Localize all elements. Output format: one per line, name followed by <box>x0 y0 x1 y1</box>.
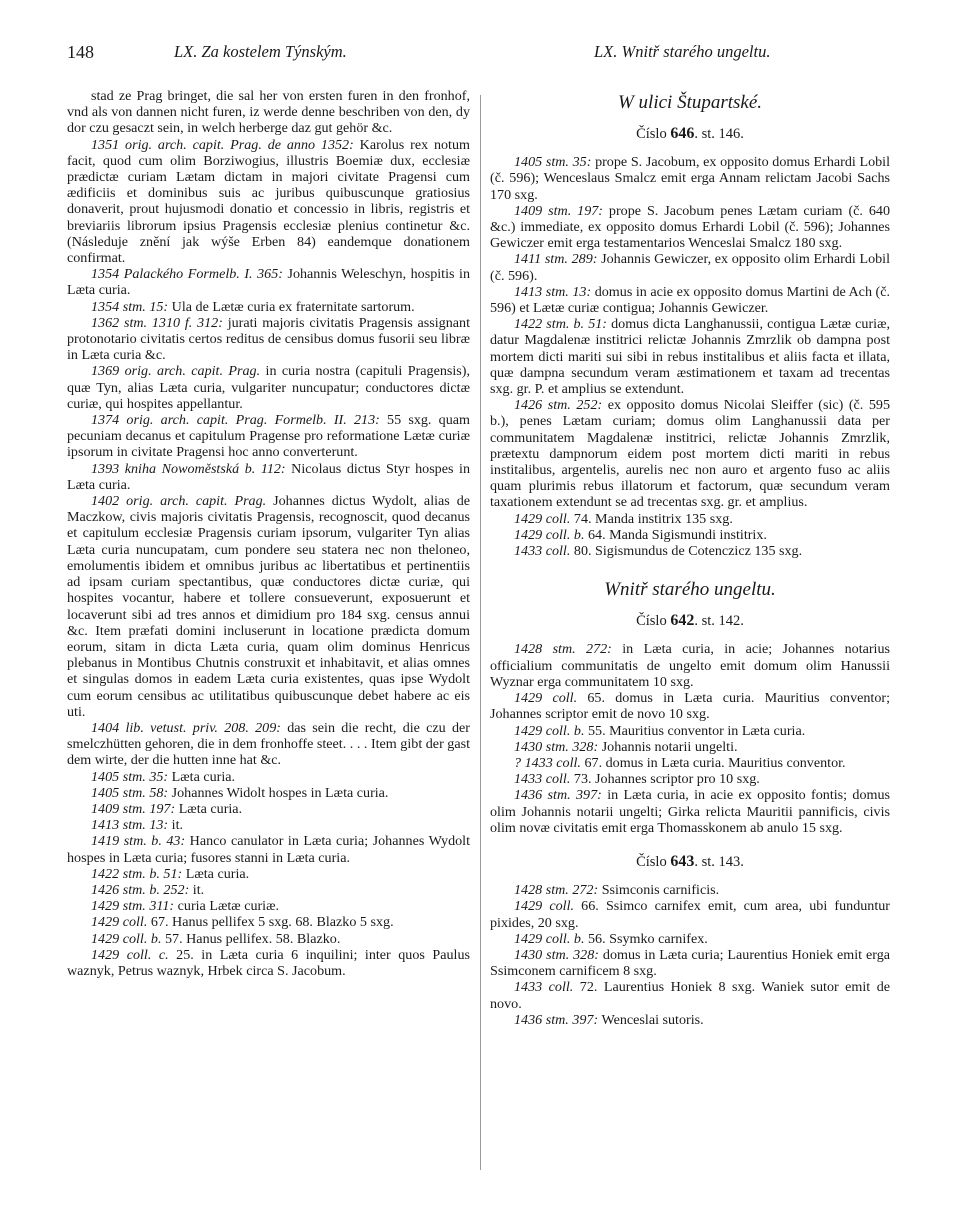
entry-paragraph <box>67 412 470 461</box>
entry-paragraph <box>67 947 470 979</box>
entry-text: Johannes Widolt hospes in Læta curia. <box>168 784 389 801</box>
section-gap <box>490 836 890 854</box>
entry-paragraph <box>67 914 470 930</box>
entry-paragraph <box>67 88 470 137</box>
entry-text: Johannis Gewiczer, ex opposito olim Erhardi Lobil (č. 596). <box>490 251 890 284</box>
entry-reference: 1405 stm. 35: <box>91 768 169 785</box>
entry-reference: 1411 stm. 289: <box>514 251 598 268</box>
entry-paragraph <box>67 720 470 769</box>
entry-reference: 1362 stm. 1310 f. 312: <box>91 314 223 331</box>
entry-paragraph <box>490 931 890 947</box>
entry-reference: 1426 stm. 252: <box>514 397 603 414</box>
entry-reference: 1428 stm. 272: <box>514 641 612 658</box>
entry-reference: 1369 orig. arch. capit. Prag. <box>91 363 261 380</box>
entry-paragraph <box>67 817 470 833</box>
entry-paragraph <box>490 771 890 787</box>
entry-reference: 1429 coll. <box>514 690 578 707</box>
entry-paragraph <box>490 723 890 739</box>
entry-reference: 1402 orig. arch. capit. Prag. <box>91 493 267 510</box>
entry-text: stad ze Prag bringet, die sal her von ersten furen in den fronhof, vnd als von dannen nicht furen, iz werde denne beschriben von den, dy dor czu gesaczt sein, in welch herberge daz gut gehör &c. <box>67 88 470 137</box>
entry-text: Ssimconis carnificis. <box>598 882 720 899</box>
entry-text: das sein die recht, die czu der smelczhütten gehoren, die in dem fronhoffe steet. . . . Item gibt der gast dem wirte, der die hutten inne hat &c. <box>67 719 470 769</box>
entry-text: Johannes dictus Wydolt, alias de Maczkow, civis majoris civitatis Pragensis, recognoscit, quod decanus et capitulum ecclesiæ Pragensis curiam ipsorum, vulgariter Tyn alias Læta curia nuncupatam, cum pondere seu statera nec non theloneo, emolumentis ibidem et omnibus juribus ac libertatibus et pertinentiis ad ipsam curiam spectantibus, quæ conductores dictæ curiæ, qui hospites vocantur, habere et tollere consueverunt, exposuerunt et locaverunt sibi ad tres annos et dimidium pro 184 sxg. census annui &c. Item præfati domini incluserunt in locatione prædicta domum eorum, sitam in dicta Læta curia, quam olim dominus Henricus plebanus in Montibus Chutnis construxit et inhabitavit, et alias omnes et singulas domos in eadem Læta curia existentes, quas ipse Wydolt cum eorum censibus ac utilitatibus quibuscunque debet habere ac eis uti. <box>67 493 470 720</box>
house-number-heading <box>490 126 890 142</box>
right-column <box>490 90 890 1028</box>
entry-text: curia Lætæ curiæ. <box>174 898 280 915</box>
entry-text: prope S. Jacobum penes Lætam curiam (č. 640 &c.) immediate, ex opposito domus Erhardi Lobil (č. 596); Johannes Gewiczer emit erga testamentarios Wenceslai Smalcz 180 sxg. <box>490 202 890 252</box>
entry-reference: 1433 coll. <box>514 771 571 788</box>
entry-text: Hanco canulator in Læta curia; Johannes Wydolt hospes in Læta curia; fusores stanni in Læta curia. <box>67 833 470 866</box>
entry-paragraph <box>490 979 890 1011</box>
section-title: W ulici Štupartské. <box>617 92 763 113</box>
section-gap <box>490 559 890 577</box>
heading-rest: . st. 143. <box>694 853 744 870</box>
entry-paragraph <box>67 898 470 914</box>
entry-paragraph <box>67 769 470 785</box>
entry-paragraph <box>490 511 890 527</box>
entry-text: it. <box>168 817 184 834</box>
entry-paragraph <box>490 739 890 755</box>
entry-paragraph <box>490 154 890 203</box>
entry-paragraph <box>67 315 470 364</box>
entry-text: 73. Johannes scriptor pro 10 sxg. <box>570 771 760 788</box>
entry-text: it. <box>189 881 205 898</box>
heading-label: Číslo <box>636 853 667 870</box>
heading-label: Číslo <box>636 126 667 142</box>
entry-paragraph <box>67 266 470 298</box>
entry-paragraph <box>67 493 470 720</box>
heading-number: 642 <box>670 612 695 630</box>
house-number-heading <box>490 854 890 870</box>
entry-text: 66. Ssimco carnifex emit, cum area, ubi funduntur pixides, 20 sxg. <box>490 898 890 931</box>
column-divider <box>480 95 481 1170</box>
entry-reference: 1422 stm. b. 51: <box>91 865 183 882</box>
entry-paragraph <box>67 882 470 898</box>
entry-reference: ? 1433 coll. <box>514 754 581 771</box>
entry-reference: 1405 stm. 35: <box>514 154 592 171</box>
section-title: Wnitř starého ungeltu. <box>604 579 776 601</box>
entry-paragraph <box>67 785 470 801</box>
section-entries <box>490 882 890 1028</box>
entry-text: ex opposito domus Nicolai Sleiffer (sic) (č. 595 b.), penes Lætam curiam; domus olim Langhanussii data per communitatem Magdalenæ institrici, relictæ Johannis Zmrzlik, prætextu dampnorum eidem post mortem dicti mariti in rebus institalibus, argentelis, aurelis nec non auro et argento fuso ac aliis quam plurimis rebus illatorum et factorum, quæ secundum veram taxationem extendunt se ad trecentas sxg. gr. et amplius. <box>490 397 890 511</box>
entry-paragraph <box>490 251 890 283</box>
entry-text: in curia nostra (capituli Pragensis), quæ Tyn, alias Læta curia, vulgariter nuncupatur; conductores dictæ curiæ, qui hospites appellantur. <box>67 363 470 412</box>
entry-reference: 1428 stm. 272: <box>514 882 599 899</box>
entry-text: 67. Hanus pellifex 5 sxg. 68. Blazko 5 sxg. <box>147 914 394 931</box>
heading-label: Číslo <box>636 613 667 630</box>
entry-text: 25. in Læta curia 6 inquilini; inter quos Paulus waznyk, Petrus waznyk, Hrbek circa S. Jacobum. <box>67 946 470 979</box>
entry-reference: 1429 coll. b. <box>514 526 585 543</box>
entry-text: 64. Manda Sigismundi institrix. <box>584 526 767 543</box>
entry-reference: 1422 stm. b. 51: <box>514 316 607 333</box>
entry-text: prope S. Jacobum, ex opposito domus Erhardi Lobil (č. 596); Wenceslaus Smalcz emit erga Annam relictam Jacobi Sachs 170 sxg. <box>490 154 891 203</box>
entry-paragraph <box>490 203 890 252</box>
entry-paragraph <box>490 755 890 771</box>
entry-reference: 1404 lib. vetust. priv. 208. 209: <box>91 719 281 736</box>
heading-number: 643 <box>670 852 695 870</box>
entry-paragraph <box>490 787 890 836</box>
entry-paragraph <box>67 866 470 882</box>
entry-reference: 1429 coll. <box>514 510 571 527</box>
entry-text: Læta curia. <box>182 865 250 882</box>
entry-reference: 1429 coll. b. <box>91 930 162 947</box>
entry-reference: 1405 stm. 58: <box>91 784 169 801</box>
entry-text: Johannis Weleschyn, hospitis in Læta curia. <box>67 266 470 299</box>
entry-paragraph <box>67 833 470 865</box>
entry-text: Læta curia. <box>168 768 236 785</box>
running-title-left: LX. Za kostelem Týnským. <box>174 42 347 61</box>
entry-text: Nicolaus dictus Styr hospes in Læta curia. <box>67 460 470 493</box>
entry-paragraph <box>490 690 890 722</box>
entry-paragraph <box>490 947 890 979</box>
entry-text: 65. domus in Læta curia. Mauritius conventor; Johannes scriptor emit de novo 10 sxg. <box>490 690 891 723</box>
entry-text: Johannis notarii ungelti. <box>598 738 738 755</box>
entry-reference: 1430 stm. 328: <box>514 946 599 963</box>
entry-text: 80. Sigismundus de Cotenczicz 135 sxg. <box>570 543 803 560</box>
entry-paragraph <box>490 882 890 898</box>
entry-paragraph <box>67 801 470 817</box>
entry-reference: 1409 stm. 197: <box>91 800 176 817</box>
entry-reference: 1351 orig. arch. capit. Prag. de anno 1352: <box>91 136 354 153</box>
entry-text: in Læta curia, in acie ex opposito fontis; domus olim Johannis notarii ungelti; Girka relicta Mauritii pannificis, civis olim novæ civitatis emit erga Thomasskonem ab anulo 15 sxg. <box>490 787 890 836</box>
entry-reference: 1430 stm. 328: <box>514 738 599 755</box>
entry-reference: 1354 Palackého Formelb. I. 365: <box>91 266 283 283</box>
heading-number: 646 <box>670 125 695 142</box>
entry-reference: 1429 coll. b. <box>514 930 585 947</box>
entry-reference: 1354 stm. 15: <box>91 298 169 315</box>
entry-paragraph <box>490 641 890 690</box>
entry-text: 55 sxg. quam pecuniam decanus et capitulum Pragense pro reformatione Lætæ curiæ ipsorum in civitate Pragensi hoc anno converterunt. <box>67 412 470 461</box>
entry-reference: 1419 stm. b. 43: <box>91 833 186 850</box>
entry-reference: 1429 coll. b. <box>514 722 585 739</box>
entry-paragraph <box>490 284 890 316</box>
entry-text: jurati majoris civitatis Pragensis assignant protonotario civitatis certos reditus de censibus domus fusorii seu libræ in Læta curia &c. <box>67 314 470 364</box>
entry-paragraph <box>490 397 890 510</box>
page-number: 148 <box>67 42 94 62</box>
entry-text: domus dicta Langhanussii, contigua Lætæ curiæ, datur Magdalenæ institrici relictæ Johannis Zmrzlik ob dampna post mortem dicti mariti sui sibi in rebus institalibus et aliis facta et illata, quæ dampna secundum veram æstimationem et taxam ad trecentas sxg. gr. P. et amplius se extendunt. <box>490 316 890 398</box>
entry-reference: 1429 coll. <box>91 914 148 931</box>
entry-reference: 1426 stm. b. 252: <box>91 881 190 898</box>
entry-text: 67. domus in Læta curia. Mauritius conventor. <box>580 754 846 771</box>
entry-text: Læta curia. <box>175 800 243 817</box>
entry-text: in Læta curia, in acie; Johannes notarius officialium communitatis de ungelto emit domum olim Hanussii Wyznar erga communitatem 10 sxg. <box>490 641 891 690</box>
heading-rest: . st. 146. <box>694 126 744 142</box>
entry-paragraph <box>490 543 890 559</box>
entry-text: Karolus rex notum facit, quod cum olim Borziwogius, illustris Boemiæ dux, ecclesiæ prædictæ curiam Lætam dictam in majori civitate Pragensi cum ædificiis et dominibus suis ac juribus quibuscunque gratiosius donaverit, prout hujusmodi donatio et concessio in libris, registris et breviariis librorum ipsius Pragensis ecclesiæ plenius continetur &c. (Následuje znění jak wýše Erben 84) eandemque donationem confirmat. <box>67 136 470 267</box>
entry-text: 72. Laurentius Honiek 8 sxg. Waniek sutor emit de novo. <box>490 979 890 1012</box>
entry-paragraph <box>490 316 890 397</box>
entry-text: Wenceslai sutoris. <box>598 1011 704 1028</box>
entry-reference: 1409 stm. 197: <box>514 202 603 219</box>
entry-text: 56. Ssymko carnifex. <box>584 930 708 947</box>
page-header <box>67 42 890 66</box>
entry-text: 57. Hanus pellifex. 58. Blazko. <box>161 930 341 947</box>
entry-text: 55. Mauritius conventor in Læta curia. <box>584 722 806 739</box>
section-entries <box>490 641 890 835</box>
entry-text: domus in acie ex opposito domus Martini de Ach (č. 596) et Lætæ curiæ contigua; Johannis Gewiczer. <box>490 283 891 317</box>
entry-reference: 1436 stm. 397: <box>514 1011 599 1028</box>
entry-reference: 1429 stm. 311: <box>91 898 175 915</box>
entry-paragraph <box>490 527 890 543</box>
entry-paragraph <box>67 363 470 412</box>
entry-paragraph <box>67 137 470 267</box>
left-column <box>67 88 470 979</box>
entry-paragraph <box>67 461 470 493</box>
entry-reference: 1393 kniha Nowoměstská b. 112: <box>91 460 286 477</box>
running-title-right: LX. Wnitř starého ungeltu. <box>594 42 771 61</box>
heading-rest: . st. 142. <box>694 613 744 630</box>
entry-paragraph <box>490 1012 890 1028</box>
entry-reference: 1429 coll. c. <box>91 946 169 963</box>
section-entries <box>490 154 890 559</box>
entry-reference: 1436 stm. 397: <box>514 787 602 804</box>
entry-reference: 1433 coll. <box>514 543 571 560</box>
entry-text: Ula de Lætæ curia ex fraternitate sartorum. <box>168 298 415 315</box>
entry-paragraph <box>490 898 890 930</box>
entry-reference: 1413 stm. 13: <box>514 283 592 300</box>
entry-text: domus in Læta curia; Laurentius Honiek emit erga Ssimconem carnificem 8 sxg. <box>490 946 891 980</box>
entry-reference: 1433 coll. <box>514 979 574 996</box>
entry-text: 74. Manda institrix 135 sxg. <box>570 510 733 527</box>
entry-paragraph <box>67 931 470 947</box>
entry-reference: 1374 orig. arch. capit. Prag. Formelb. II. 213: <box>91 412 380 429</box>
house-number-heading <box>490 613 890 629</box>
entry-paragraph <box>67 299 470 315</box>
entry-reference: 1413 stm. 13: <box>91 817 169 834</box>
entry-reference: 1429 coll. <box>514 898 575 915</box>
